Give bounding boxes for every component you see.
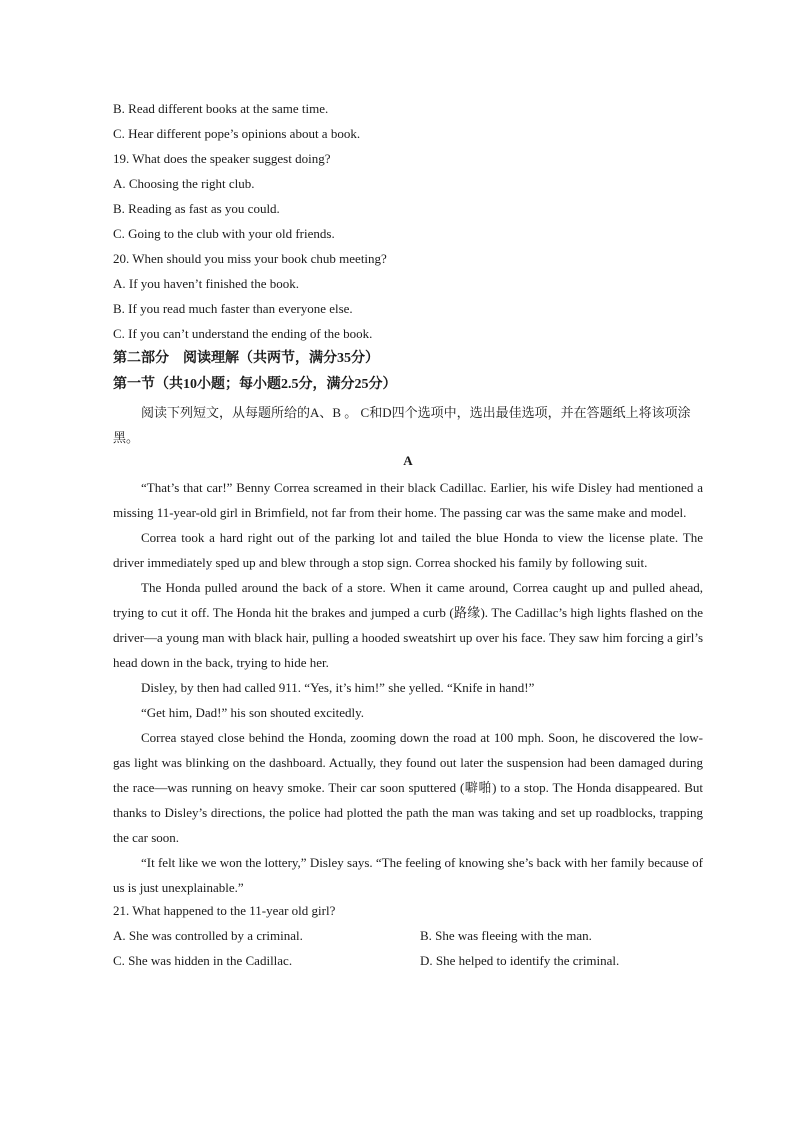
passage-paragraph: Correa stayed close behind the Honda, zooming down the road at 100 mph. Soon, he discovered the low-gas light was blinking on the dashboard. Actually, they found out later the suspension had been damaged during the race—was running on heavy smoke. Their car soon sputtered (噼啪) to a stop. The Honda disappeared. But thanks to Disley’s directions, the police had plotted the path the man was taking and set up roadblocks, trapping the car soon. — [113, 730, 703, 845]
passage-paragraph: “Get him, Dad!” his son shouted excitedly. — [141, 705, 364, 720]
passage-paragraph: “It felt like we won the lottery,” Disley says. “The feeling of knowing she’s back with her family because of us is just unexplainable.” — [113, 855, 703, 895]
options-row — [113, 950, 703, 975]
section-heading: 第一节（共10小题；每小题2.5分，满分25分） — [113, 377, 397, 392]
passage-paragraph: Disley, by then had called 911. “Yes, it’s him!” she yelled. “Knife in hand!” — [141, 680, 535, 695]
options-row — [113, 925, 703, 950]
passage-paragraph: “That’s that car!” Benny Correa screamed in their black Cadillac. Earlier, his wife Disley had mentioned a missing 11-year-old girl in Brimfield, not far from their home. The passing car was the same make and model. — [113, 480, 703, 520]
passage-paragraph: The Honda pulled around the back of a store. When it came around, Correa caught up and pulled ahead, trying to cut it off. The Honda hit the brakes and jumped a curb (路缘). The Cadillac’s high lights flashed on the driver—a young man with black hair, pulling a hooded sweatshirt up over his face. They saw him forcing a girl’s head down in the back, trying to hide her. — [113, 580, 703, 670]
option-d: D. She helped to identify the criminal. — [420, 953, 620, 968]
option-line: A. Choosing the right club. — [113, 176, 255, 191]
option-line: C. Going to the club with your old friends. — [113, 226, 335, 241]
exam-page — [113, 98, 703, 975]
question-line: 21. What happened to the 11-year old girl? — [113, 903, 336, 918]
passage-paragraph: Correa took a hard right out of the parking lot and tailed the blue Honda to view the license plate. The driver immediately sped up and blew through a stop sign. Correa shocked his family by following suit. — [113, 530, 703, 570]
option-line: B. Reading as fast as you could. — [113, 201, 280, 216]
instruction-text: 阅读下列短文，从每题所给的A、B 。 C和D四个选项中，选出最佳选项，并在答题纸上将该项涂黑。 — [113, 405, 691, 445]
option-c: C. She was hidden in the Cadillac. — [113, 953, 293, 968]
option-line: B. If you read much faster than everyone else. — [113, 301, 353, 316]
option-line: A. If you haven’t finished the book. — [113, 276, 300, 291]
option-a: A. She was controlled by a criminal. — [113, 928, 303, 943]
option-line: B. Read different books at the same time. — [113, 101, 329, 116]
question-line: 20. When should you miss your book chub meeting? — [113, 251, 387, 266]
option-b: B. She was fleeing with the man. — [420, 928, 592, 943]
option-line: C. Hear different pope’s opinions about a book. — [113, 126, 361, 141]
option-line: C. If you can’t understand the ending of the book. — [113, 326, 373, 341]
passage-label: A — [403, 453, 413, 468]
question-line: 19. What does the speaker suggest doing? — [113, 151, 331, 166]
part-heading: 第二部分 阅读理解（共两节，满分35分） — [113, 351, 379, 366]
